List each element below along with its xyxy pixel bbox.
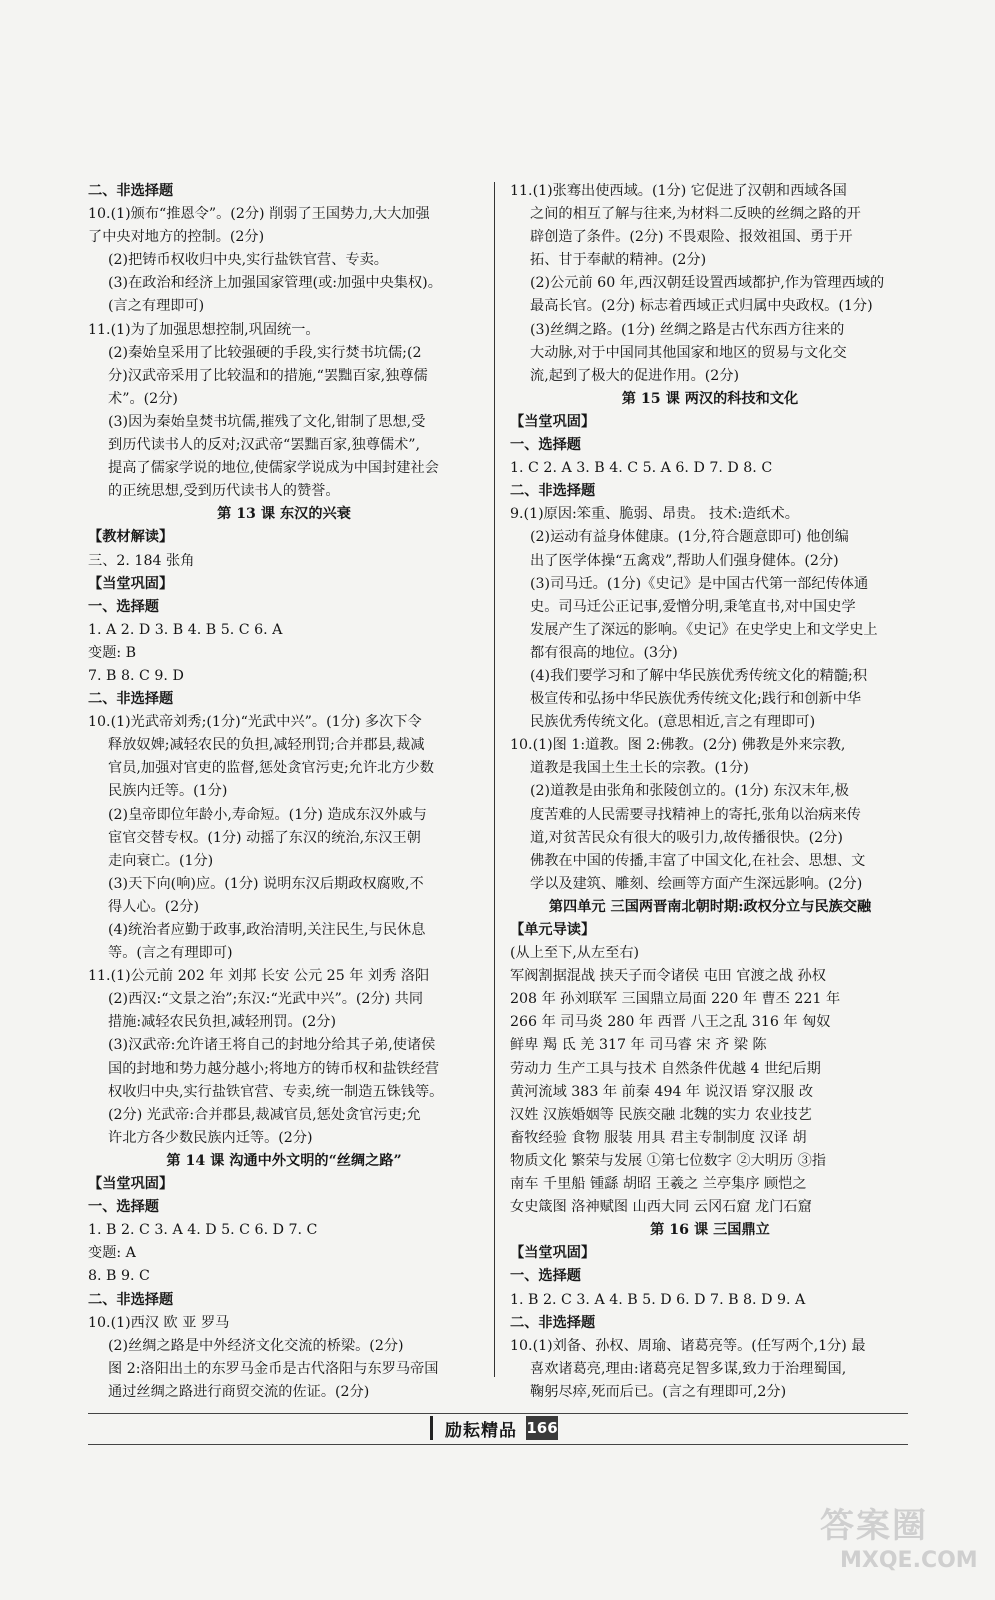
lesson-heading: 第 16 课 三国鼎立: [650, 1222, 770, 1239]
answer-line: 图 2:洛阳出土的东罗马金币是古代洛阳与东罗马帝国: [108, 1360, 439, 1377]
answer-line: 劳动力 生产工具与技术 自然条件优越 4 世纪后期: [510, 1060, 821, 1077]
answer-line: 措施:减轻农民负担,减轻刑罚。(2分): [108, 1014, 337, 1031]
answer-line: 了中央对地方的控制。(2分): [88, 229, 265, 246]
footer-brand: 励耘精品: [430, 1416, 532, 1440]
answer-line: (3)汉武帝:允许诸王将自己的封地分给其子弟,使诸侯: [108, 1037, 436, 1054]
answer-line: 8. B 9. C: [88, 1268, 150, 1285]
answer-line: 1. C 2. A 3. B 4. C 5. A 6. D 7. D 8. C: [510, 460, 773, 477]
answer-line: 7. B 8. C 9. D: [88, 667, 184, 684]
answer-line: 之间的相互了解与往来,为材料二反映的丝绸之路的开: [530, 206, 861, 223]
answer-line: 1. A 2. D 3. B 4. B 5. C 6. A: [88, 621, 283, 638]
answer-line: 物质文化 繁荣与发展 ①第七位数字 ②大明历 ③指: [510, 1152, 826, 1169]
section-heading: 二、非选择题: [88, 1291, 174, 1308]
answer-line: 10.(1)刘备、孙权、周瑜、诸葛亮等。(任写两个,1分) 最: [510, 1337, 866, 1354]
answer-line: 史。司马迁公正记事,爱憎分明,秉笔直书,对中国史学: [530, 598, 856, 615]
answer-line: 出了医学体操“五禽戏”,帮助人们强身健体。(2分): [530, 552, 839, 569]
footer-rule-bottom: [88, 1444, 908, 1445]
section-heading: 二、非选择题: [510, 1314, 596, 1331]
answer-line: 国的封地和势力越分越小;将地方的铸币权和盐铁经营: [108, 1060, 440, 1077]
page-number: 166: [526, 1416, 558, 1440]
answer-line: (2)西汉:“文景之治”;东汉:“光武中兴”。(2分) 共同: [108, 991, 424, 1008]
section-heading: 二、非选择题: [510, 483, 596, 500]
answer-line: (3)司马迁。(1分)《史记》是中国古代第一部纪传体通: [530, 575, 869, 592]
section-heading: 【单元导读】: [510, 922, 596, 938]
left-column: [88, 180, 480, 1404]
section-heading: 【当堂巩固】: [510, 1245, 596, 1262]
column-divider: [494, 182, 495, 1377]
page-footer: [430, 1414, 570, 1442]
section-heading: 【教材解读】: [88, 529, 174, 546]
answer-line: 10.(1)光武帝刘秀;(1分)“光武中兴”。(1分) 多次下令: [88, 714, 422, 731]
answer-line: 1. B 2. C 3. A 4. B 5. D 6. D 7. B 8. D 9. A: [510, 1291, 806, 1308]
answer-line: 9.(1)原因:笨重、脆弱、昂贵。 技术:造纸术。: [510, 506, 799, 523]
answer-line: 民族内迁等。(1分): [108, 783, 228, 800]
answer-line: 266 年 司马炎 280 年 西晋 八王之乱 316 年 匈奴: [510, 1014, 831, 1031]
answer-line: 三、2. 184 张角: [88, 552, 195, 569]
lesson-heading: 第 14 课 沟通中外文明的“丝绸之路”: [166, 1152, 402, 1169]
answer-line: (2)皇帝即位年龄小,寿命短。(1分) 造成东汉外戚与: [108, 806, 427, 823]
answer-line: 军阀割据混战 挟天子而令诸侯 屯田 官渡之战 孙权: [510, 968, 826, 985]
answer-line: 提高了儒家学说的地位,使儒家学说成为中国封建社会: [108, 460, 439, 477]
answer-line: 等。(言之有理即可): [108, 945, 233, 962]
answer-line: 发展产生了深远的影响。《史记》在史学史上和文学史上: [530, 621, 878, 638]
answer-line: 10.(1)西汉 欧 亚 罗马: [88, 1314, 230, 1331]
section-heading: 一、选择题: [88, 1199, 159, 1216]
answer-line: 10.(1)图 1:道教。图 2:佛教。(2分) 佛教是外来宗教,: [510, 737, 846, 754]
answer-line: 鞠躬尽瘁,死而后已。(言之有理即可,2分): [530, 1383, 787, 1400]
answer-line: 喜欢诸葛亮,理由:诸葛亮足智多谋,致力于治理蜀国,: [530, 1360, 847, 1377]
answer-line: 辟创造了条件。(2分) 不畏艰险、报效祖国、勇于开: [530, 229, 853, 246]
answer-line: (3)丝绸之路。(1分) 丝绸之路是古代东西方往来的: [530, 321, 845, 338]
answer-line: 许北方各少数民族内迁等。(2分): [108, 1129, 313, 1146]
answer-line: 术”。(2分): [108, 390, 178, 407]
answer-line: 通过丝绸之路进行商贸交流的佐证。(2分): [108, 1383, 370, 1400]
lesson-heading: 第 15 课 两汉的科技和文化: [621, 390, 799, 407]
answer-line: (2)运动有益身体健康。(1分,符合题意即可) 他创编: [530, 529, 849, 546]
answer-line: (言之有理即可): [108, 298, 205, 315]
answer-line: 度苦难的人民需要寻找精神上的寄托,张角以治病来传: [530, 806, 861, 823]
answer-line: 黄河流域 383 年 前秦 494 年 说汉语 穿汉服 改: [510, 1083, 814, 1100]
answer-line: 得人心。(2分): [108, 898, 200, 915]
section-heading: 二、非选择题: [88, 691, 174, 708]
section-heading: 一、选择题: [88, 598, 159, 615]
answer-line: (3)在政治和经济上加强国家管理(或:加强中央集权)。: [108, 275, 442, 292]
answer-line: (2)秦始皇采用了比较强硬的手段,实行焚书坑儒;(2: [108, 344, 422, 361]
answer-line: (2分) 光武帝:合并郡县,裁减官员,惩处贪官污吏;允: [108, 1106, 421, 1123]
answer-line: 学以及建筑、雕刻、绘画等方面产生深远影响。(2分): [530, 875, 863, 892]
section-heading: 【当堂巩固】: [88, 1176, 174, 1193]
answer-line: 到历代读书人的反对;汉武帝“罢黜百家,独尊儒术”,: [108, 437, 421, 454]
answer-line: 大动脉,对于中国同其他国家和地区的贸易与文化交: [530, 344, 847, 361]
watermark: [820, 1505, 980, 1585]
answer-line: 1. B 2. C 3. A 4. D 5. C 6. D 7. C: [88, 1222, 318, 1239]
answer-line: (2)道教是由张角和张陵创立的。(1分) 东汉末年,极: [530, 783, 849, 800]
answer-line: 10.(1)颁布“推恩令”。(2分) 削弱了王国势力,大大加强: [88, 206, 430, 223]
answer-line: 变题: B: [88, 644, 137, 661]
answer-line: 分)汉武帝采用了比较温和的措施,“罢黜百家,独尊儒: [108, 367, 428, 384]
section-heading: 二、非选择题: [88, 183, 174, 199]
watermark-logo-text: 答案圈: [820, 1506, 928, 1546]
answer-line: (4)我们要学习和了解中华民族优秀传统文化的精髓;积: [530, 667, 868, 684]
answer-line: (从上至下,从左至右): [510, 945, 640, 962]
answer-line: 权收归中央,实行盐铁官营、专卖,统一制造五铢钱等。: [108, 1083, 444, 1100]
answer-line: 佛教在中国的传播,丰富了中国文化,在社会、思想、文: [530, 852, 866, 869]
lesson-heading: 第四单元 三国两晋南北朝时期:政权分立与民族交融: [548, 898, 872, 915]
answer-line: 汉姓 汉族婚姻等 民族交融 北魏的实力 农业技艺: [510, 1106, 812, 1123]
answer-line: (3)天下向(响)应。(1分) 说明东汉后期政权腐败,不: [108, 875, 424, 892]
answer-line: 11.(1)为了加强思想控制,巩固统一。: [88, 321, 320, 338]
answer-line: (3)因为秦始皇焚书坑儒,摧残了文化,钳制了思想,受: [108, 413, 426, 430]
answer-line: 畜牧经验 食物 服装 用具 君主专制制度 汉译 胡: [510, 1129, 807, 1146]
answer-line: 都有很高的地位。(3分): [530, 644, 678, 661]
answer-line: 民族优秀传统文化。(意思相近,言之有理即可): [530, 714, 816, 731]
section-heading: 【当堂巩固】: [510, 413, 596, 430]
answer-line: 拓、甘于奉献的精神。(2分): [530, 252, 707, 269]
answer-line: 道教是我国土生土长的宗教。(1分): [530, 760, 749, 777]
answer-line: (2)公元前 60 年,西汉朝廷设置西域都护,作为管理西域的: [530, 275, 885, 292]
answer-line: 女史箴图 洛神赋图 山西大同 云冈石窟 龙门石窟: [510, 1199, 812, 1216]
answer-line: 的正统思想,受到历代读书人的赞誉。: [108, 483, 340, 500]
answer-line: 11.(1)公元前 202 年 刘邦 长安 公元 25 年 刘秀 洛阳: [88, 968, 430, 985]
answer-line: (2)丝绸之路是中外经济文化交流的桥梁。(2分): [108, 1337, 404, 1354]
answer-line: (2)把铸币权收归中央,实行盐铁官营、专卖。: [108, 252, 388, 269]
answer-line: 11.(1)张骞出使西域。(1分) 它促进了汉朝和西域各国: [510, 183, 847, 199]
answer-line: 流,起到了极大的促进作用。(2分): [530, 367, 740, 384]
answer-line: 最高长官。(2分) 标志着西域正式归属中央政权。(1分): [530, 298, 873, 315]
answer-line: (4)统治者应勤于政事,政治清明,关注民生,与民休息: [108, 922, 426, 938]
answer-line: 变题: A: [88, 1245, 136, 1262]
right-column: [510, 180, 910, 1404]
lesson-heading: 第 13 课 东汉的兴衰: [217, 506, 351, 523]
answer-line: 南车 千里船 锺繇 胡昭 王羲之 兰亭集序 顾恺之: [510, 1176, 807, 1193]
answer-line: 宦官交替专权。(1分) 动摇了东汉的统治,东汉王朝: [108, 829, 421, 846]
section-heading: 一、选择题: [510, 437, 581, 454]
watermark-url: MXQE.COM: [840, 1548, 978, 1573]
answer-line: 走向衰亡。(1分): [108, 852, 214, 869]
answer-line: 208 年 孙刘联军 三国鼎立局面 220 年 曹丕 221 年: [510, 991, 841, 1008]
answer-line: 官员,加强对官吏的监督,惩处贪官污吏;允许北方少数: [108, 760, 434, 777]
answer-line: 释放奴婢;减轻农民的负担,减轻刑罚;合并郡县,裁减: [108, 737, 425, 754]
answer-line: 道,对贫苦民众有很大的吸引力,故传播很快。(2分): [530, 829, 843, 846]
answer-line: 极宣传和弘扬中华民族优秀传统文化;践行和创新中华: [530, 691, 862, 708]
section-heading: 【当堂巩固】: [88, 575, 174, 592]
answer-line: 鲜卑 羯 氐 羌 317 年 司马睿 宋 齐 梁 陈: [510, 1037, 767, 1054]
section-heading: 一、选择题: [510, 1268, 581, 1285]
